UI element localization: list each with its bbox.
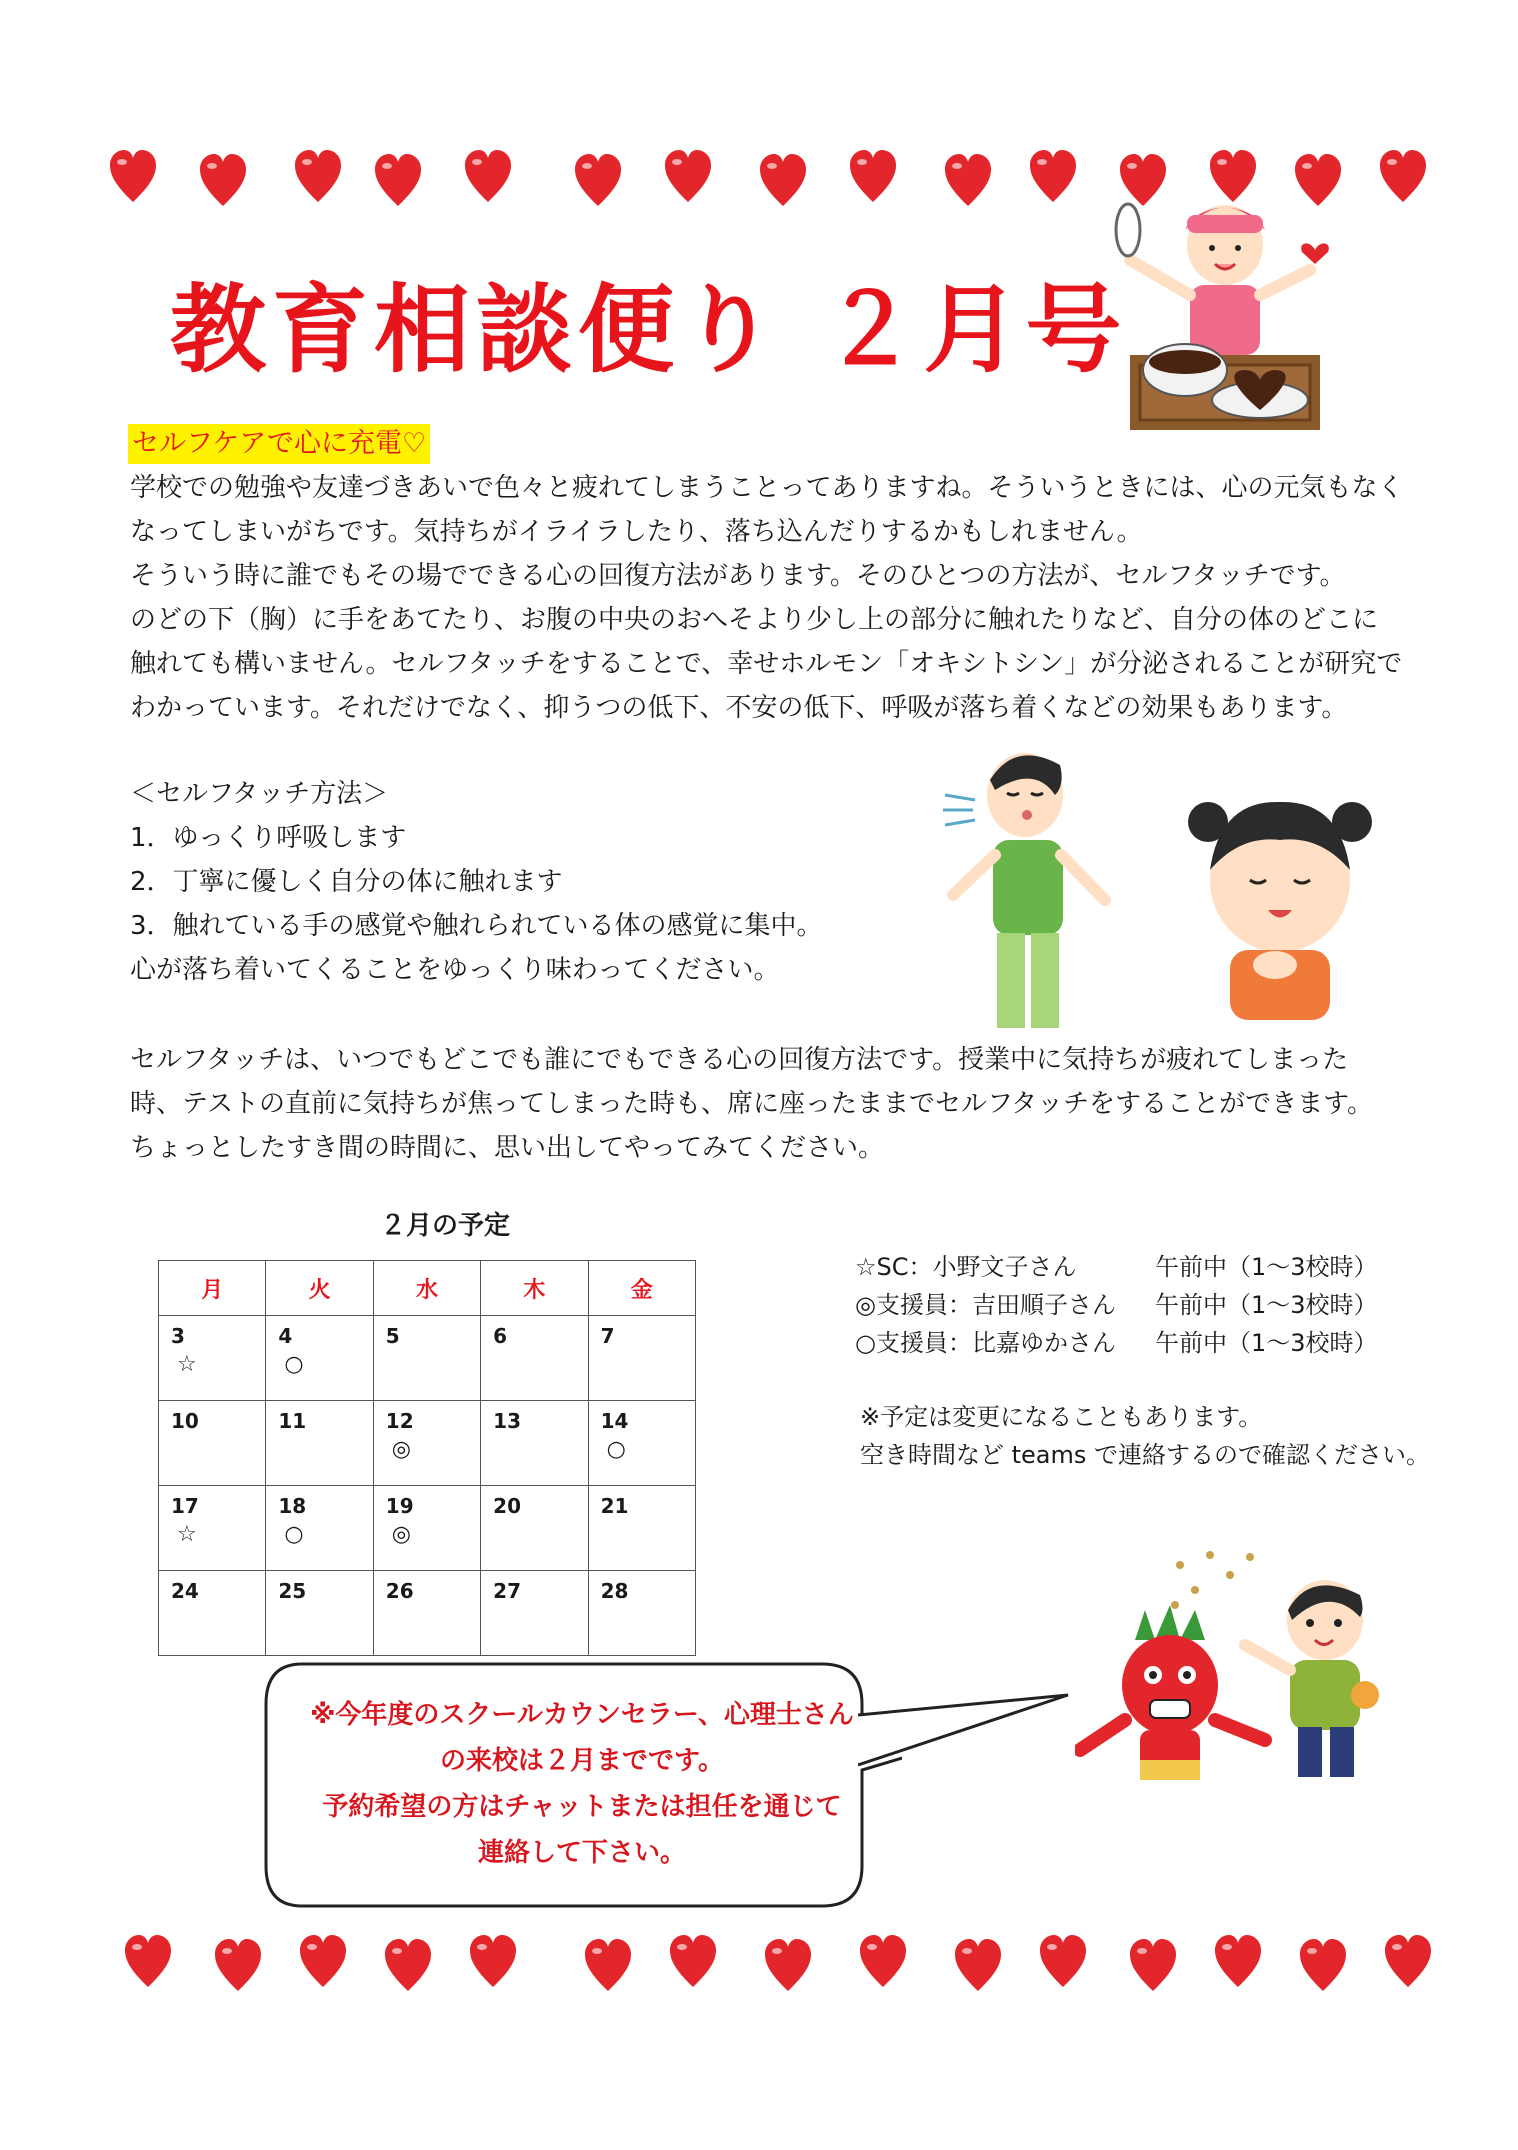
heart-icon <box>1300 1939 1346 1993</box>
calendar-day-cell <box>159 1571 266 1656</box>
day-number: 7 <box>600 1324 615 1348</box>
calendar-day-cell <box>481 1571 588 1656</box>
hearts-bottom-row <box>0 1935 1518 2015</box>
announcement-line: 連絡して下さい。 <box>477 1838 686 1868</box>
day-number: 11 <box>278 1409 307 1433</box>
method-step: 3．触れている手の感覚や触れられている体の感覚に集中。 <box>130 911 823 941</box>
staff-time: 午前中（1～3校時） <box>1155 1291 1378 1319</box>
heart-icon <box>1215 1935 1261 1989</box>
heart-icon <box>300 1935 346 1989</box>
page-title: 教育相談便り ２月号 <box>170 274 1128 386</box>
calendar-day-cell <box>588 1316 695 1401</box>
heart-icon <box>215 1939 261 1993</box>
calendar-day-cell <box>373 1401 480 1486</box>
day-number: 17 <box>171 1494 199 1518</box>
boy-throwing-beans-illustration <box>1160 1545 1400 1785</box>
day-number: 25 <box>278 1579 307 1603</box>
heart-icon <box>860 1935 906 1989</box>
calendar-day-cell <box>159 1486 266 1571</box>
february-calendar <box>158 1260 696 1656</box>
closing-line: セルフタッチは、いつでもどこでも誰にでもできる心の回復方法です。授業中に気持ちが疲れてしまった <box>130 1045 1349 1075</box>
calendar-day-cell <box>373 1571 480 1656</box>
closing-line: ちょっとしたすき間の時間に、思い出してやってみてください。 <box>130 1133 885 1163</box>
heart-icon <box>470 1935 516 1989</box>
method-note: 心が落ち着いてくることをゆっくり味わってください。 <box>130 955 780 985</box>
schedule-notes <box>860 1398 1430 1474</box>
calendar-header-row <box>159 1261 696 1316</box>
calendar-week-row <box>159 1316 696 1401</box>
heart-icon <box>760 154 806 208</box>
intro-line: のどの下（胸）に手をあてたり、お腹の中央のおへそより少し上の部分に触れたりなど、自分の体のどこに <box>130 605 1379 635</box>
heart-icon <box>1385 1935 1431 1989</box>
calendar-day-cell <box>266 1571 373 1656</box>
staff-row-sc <box>855 1248 1378 1286</box>
heart-icon <box>375 154 421 208</box>
method-heading: ＜セルフタッチ方法＞ <box>130 779 389 809</box>
staff-time: 午前中（1～3校時） <box>1155 1253 1378 1281</box>
staff-label: ○支援員：比嘉ゆかさん <box>855 1329 1116 1357</box>
day-number: 10 <box>171 1409 199 1433</box>
calendar-week-row <box>159 1571 696 1656</box>
calendar-day-cell <box>481 1486 588 1571</box>
staff-label: ☆SC：小野文子さん <box>855 1253 1077 1281</box>
day-number: 27 <box>493 1579 522 1603</box>
self-touch-method-list <box>130 772 823 992</box>
heart-icon <box>955 1939 1001 1993</box>
heart-icon <box>465 150 511 204</box>
calendar-day-cell <box>266 1316 373 1401</box>
heart-icon <box>1130 1939 1176 1993</box>
girl-self-touch-illustration <box>1180 780 1380 1020</box>
day-number: 28 <box>600 1579 629 1603</box>
calendar-week-row <box>159 1486 696 1571</box>
intro-paragraph <box>130 466 1403 730</box>
girl-baking-illustration <box>1110 190 1340 440</box>
note-line: 空き時間など teams で連絡するので確認ください。 <box>860 1441 1431 1469</box>
staff-visit-mark: ☆ <box>177 1352 197 1377</box>
day-number: 6 <box>493 1324 508 1348</box>
closing-line: 時、テストの直前に気持ちが焦ってしまった時も、席に座ったままでセルフタッチをすることができます。 <box>130 1089 1374 1119</box>
heart-icon <box>1380 150 1426 204</box>
heart-icon <box>385 1939 431 1993</box>
announcement-text <box>272 1692 892 1876</box>
weekday-header: 火 <box>266 1261 373 1316</box>
day-number: 5 <box>385 1324 400 1348</box>
heart-icon <box>200 154 246 208</box>
calendar-day-cell <box>159 1316 266 1401</box>
heart-icon <box>670 1935 716 1989</box>
staff-label: ◎支援員：吉田順子さん <box>855 1291 1116 1319</box>
heart-icon <box>765 1939 811 1993</box>
heart-icon <box>575 154 621 208</box>
day-number: 18 <box>278 1494 307 1518</box>
heart-icon <box>110 150 156 204</box>
weekday-header: 月 <box>159 1261 266 1316</box>
day-number: 13 <box>493 1409 522 1433</box>
staff-row-yoshida <box>855 1286 1378 1324</box>
staff-time: 午前中（1～3校時） <box>1155 1329 1378 1357</box>
calendar-day-cell <box>373 1316 480 1401</box>
heart-icon <box>945 154 991 208</box>
calendar-day-cell <box>481 1401 588 1486</box>
day-number: 12 <box>385 1409 414 1433</box>
self-care-heading: セルフケアで心に充電♡ <box>128 424 430 464</box>
day-number: 26 <box>385 1579 414 1603</box>
staff-visit-mark: ○ <box>606 1437 626 1462</box>
day-number: 21 <box>600 1494 629 1518</box>
day-number: 24 <box>171 1579 199 1603</box>
calendar-day-cell <box>588 1486 695 1571</box>
heart-icon <box>1040 1935 1086 1989</box>
weekday-header: 金 <box>588 1261 695 1316</box>
intro-line: なってしまいがちです。気持ちがイライラしたり、落ち込んだりするかもしれません。 <box>130 517 1143 547</box>
staff-row-higa <box>855 1324 1378 1362</box>
staff-visit-mark: ○ <box>284 1522 304 1547</box>
note-line: ※予定は変更になることもあります。 <box>860 1403 1263 1431</box>
staff-visit-mark: ○ <box>284 1352 304 1377</box>
weekday-header: 水 <box>373 1261 480 1316</box>
day-number: 4 <box>278 1324 293 1348</box>
calendar-day-cell <box>266 1401 373 1486</box>
intro-line: そういう時に誰でもその場でできる心の回復方法があります。そのひとつの方法が、セルフタッチです。 <box>130 561 1346 591</box>
calendar-day-cell <box>266 1486 373 1571</box>
weekday-header: 木 <box>481 1261 588 1316</box>
calendar-day-cell <box>588 1401 695 1486</box>
calendar-day-cell <box>481 1316 588 1401</box>
boy-breathing-illustration <box>935 735 1125 1035</box>
heart-icon <box>295 150 341 204</box>
heart-icon <box>585 1939 631 1993</box>
staff-visit-mark: ☆ <box>177 1522 197 1547</box>
calendar-day-cell <box>588 1571 695 1656</box>
day-number: 19 <box>385 1494 414 1518</box>
intro-line: 触れても構いません。セルフタッチをすることで、幸せホルモン「オキシトシン」が分泌されることが研究で <box>130 649 1403 679</box>
method-step: 1．ゆっくり呼吸します <box>130 823 407 853</box>
staff-visit-mark: ◎ <box>391 1437 411 1462</box>
staff-visit-mark: ◎ <box>391 1522 411 1547</box>
heart-icon <box>125 1935 171 1989</box>
day-number: 14 <box>600 1409 629 1433</box>
schedule-title: ２月の予定 <box>380 1211 511 1241</box>
heart-icon <box>1030 150 1076 204</box>
day-number: 3 <box>171 1324 185 1348</box>
announcement-line: の来校は２月までです。 <box>440 1746 724 1776</box>
calendar-day-cell <box>373 1486 480 1571</box>
day-number: 20 <box>493 1494 522 1518</box>
intro-line: 学校での勉強や友達づきあいで色々と疲れてしまうことってありますね。そういうときには、心の元気もなく <box>130 473 1404 503</box>
method-step: 2．丁寧に優しく自分の体に触れます <box>130 867 563 897</box>
heart-icon <box>665 150 711 204</box>
staff-list <box>855 1248 1378 1362</box>
closing-paragraph <box>130 1038 1373 1170</box>
calendar-day-cell <box>159 1401 266 1486</box>
announcement-line: ※今年度のスクールカウンセラー、心理士さん <box>310 1700 854 1730</box>
intro-line: わかっています。それだけでなく、抑うつの低下、不安の低下、呼吸が落ち着くなどの効果もあります。 <box>130 693 1348 723</box>
heart-icon <box>850 150 896 204</box>
calendar-week-row <box>159 1401 696 1486</box>
announcement-line: 予約希望の方はチャットまたは担任を通じて <box>322 1792 842 1822</box>
